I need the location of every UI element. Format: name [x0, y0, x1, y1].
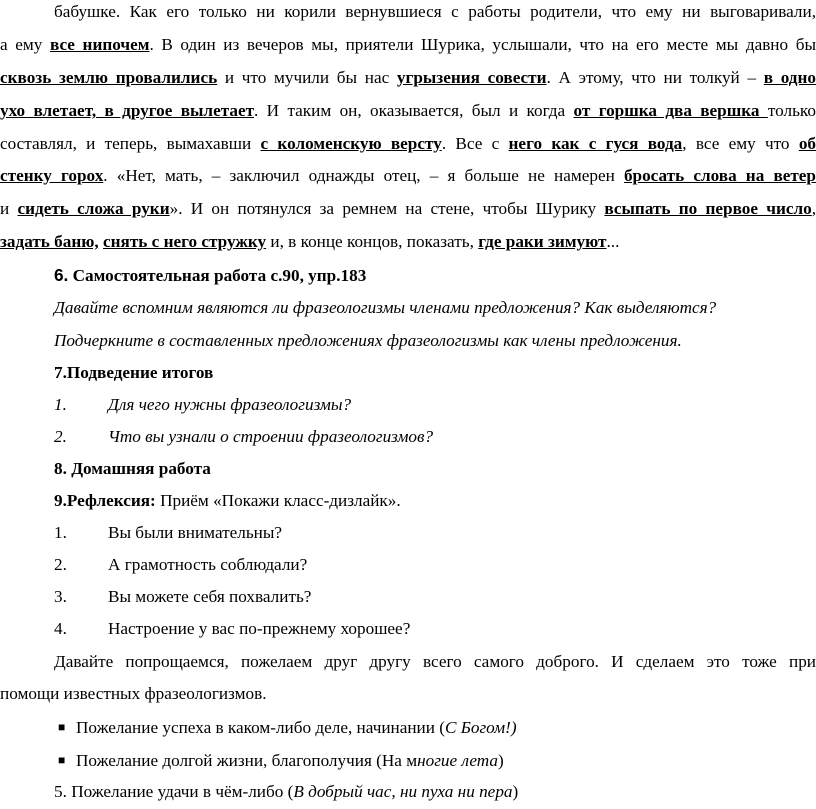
idiom: ухо влетает, в другое вылетает [0, 101, 255, 120]
idiom: все нипочем [49, 35, 150, 54]
section-9-item-3 [0, 585, 816, 609]
section-7-item-1 [0, 393, 816, 417]
idiom: сидеть сложа руки [17, 199, 170, 218]
wish-text: Пожелание успеха в каком-либо деле, начинании ( [76, 718, 445, 737]
story-line-8 [0, 230, 816, 254]
text: ». И он потянулся за ремнем на стене, чтобы Шурику [169, 199, 605, 218]
section-text: Приём «Покажи класс-дизлайк». [155, 491, 401, 510]
section-title: Самостоятельная работа с.90, упр.183 [68, 266, 367, 285]
wish-item-2 [0, 748, 816, 773]
item-text: Для чего нужны фразеологизмы? [108, 395, 352, 414]
idiom: угрызения совести [396, 68, 547, 87]
wish-text-end: ) [497, 751, 504, 770]
section-number: 6. [54, 265, 69, 285]
text: бабушке. Как его только ни корили вернувшиеся с работы родители, что ему ни выговаривали, [54, 2, 816, 21]
item-text: А грамотность соблюдали? [108, 555, 308, 574]
item-text: Вы были внимательны? [108, 523, 283, 542]
closing-line-1 [0, 650, 816, 674]
story-line-3 [0, 66, 816, 90]
item-number: 1. [54, 395, 67, 414]
text: ... [606, 232, 620, 251]
text: только [767, 101, 816, 120]
item-number: 3. [54, 587, 67, 606]
section-title: 9.Рефлексия: [54, 491, 156, 510]
section-8-title: 8. Домашняя работа [54, 459, 211, 478]
story-line-1 [0, 0, 816, 24]
idiom: всыпать по первое число [604, 199, 812, 218]
text: . В один из вечеров мы, приятели Шурика, услышали, что на его месте мы давно бы [149, 35, 816, 54]
section-6-task [0, 329, 816, 353]
section-6-question [0, 296, 816, 320]
idiom: от горшка два вершка [573, 101, 768, 120]
story-line-7 [0, 197, 816, 221]
wish-item-1 [0, 715, 816, 740]
wish-text-end: ) [512, 782, 519, 801]
idiom: снять с него стружку [103, 232, 267, 251]
text: помощи известных фразеологизмов. [0, 684, 267, 703]
item-number: 2. [54, 555, 67, 574]
text: , [811, 199, 816, 218]
closing-line-2 [0, 682, 816, 706]
idiom: задать баню, [0, 232, 99, 251]
text: и что мучили бы нас [217, 68, 397, 87]
text: и, в конце концов, показать, [266, 232, 479, 251]
idiom: об [798, 134, 816, 153]
text: . «Нет, мать, – заключил однажды отец, – я больше не намерен [103, 166, 624, 185]
idiom: сквозь землю провалились [0, 68, 218, 87]
section-7-item-2 [0, 425, 816, 449]
idiom: бросать слова на ветер [623, 166, 816, 185]
text: . А этому, что ни толкуй – [546, 68, 764, 87]
item-text: Вы можете себя похвалить? [108, 587, 312, 606]
item-number: 1. [54, 523, 67, 542]
text: Давайте вспомним являются ли фразеологизмы членами предложения? Как выделяются? [54, 298, 717, 317]
story-line-6 [0, 164, 816, 188]
item-number: 5. [54, 782, 67, 801]
idiom: с коломенскую версту [260, 134, 442, 153]
section-7-title: 7.Подведение итогов [54, 363, 214, 382]
wish-item-3 [0, 780, 816, 804]
item-text: Что вы узнали о строении фразеологизмов? [108, 427, 434, 446]
item-number: 4. [54, 619, 67, 638]
story-line-4 [0, 99, 816, 123]
idiom: стенку горох [0, 166, 104, 185]
item-text: Настроение у вас по-прежнему хорошее? [108, 619, 411, 638]
text: . Все с [441, 134, 509, 153]
section-9-item-4 [0, 617, 816, 641]
wish-text: Пожелание удачи в чём-либо ( [66, 782, 294, 801]
text: Подчеркните в составленных предложениях фразеологизмы как члены предложения. [54, 331, 682, 350]
section-9-title [0, 489, 816, 513]
item-number: 2. [54, 427, 67, 446]
square-bullet-icon: ■ [58, 720, 66, 734]
text: и [0, 199, 18, 218]
section-9-item-2 [0, 553, 816, 577]
text: . И таким он, оказывается, был и когда [254, 101, 574, 120]
text: а ему [0, 35, 50, 54]
square-bullet-icon: ■ [58, 753, 66, 767]
idiom: где раки зимуют [478, 232, 607, 251]
wish-idiom: С Богом!) [444, 718, 517, 737]
story-line-5 [0, 132, 816, 156]
text: Давайте попрощаемся, пожелаем друг другу всего самого доброго. И сделаем это тоже при [54, 652, 816, 671]
story-line-2 [0, 33, 816, 57]
wish-text: Пожелание долгой жизни, благополучия (На м [76, 751, 418, 770]
text: составлял, и теперь, вымахавши [0, 134, 261, 153]
section-6-title [0, 263, 816, 288]
wish-idiom: В добрый час, ни пуха ни пера [293, 782, 513, 801]
idiom: в одно [763, 68, 816, 87]
section-9-item-1 [0, 521, 816, 545]
idiom: него как с гуся вода [508, 134, 683, 153]
text: , все ему что [682, 134, 799, 153]
wish-idiom: ногие лета [417, 751, 498, 770]
